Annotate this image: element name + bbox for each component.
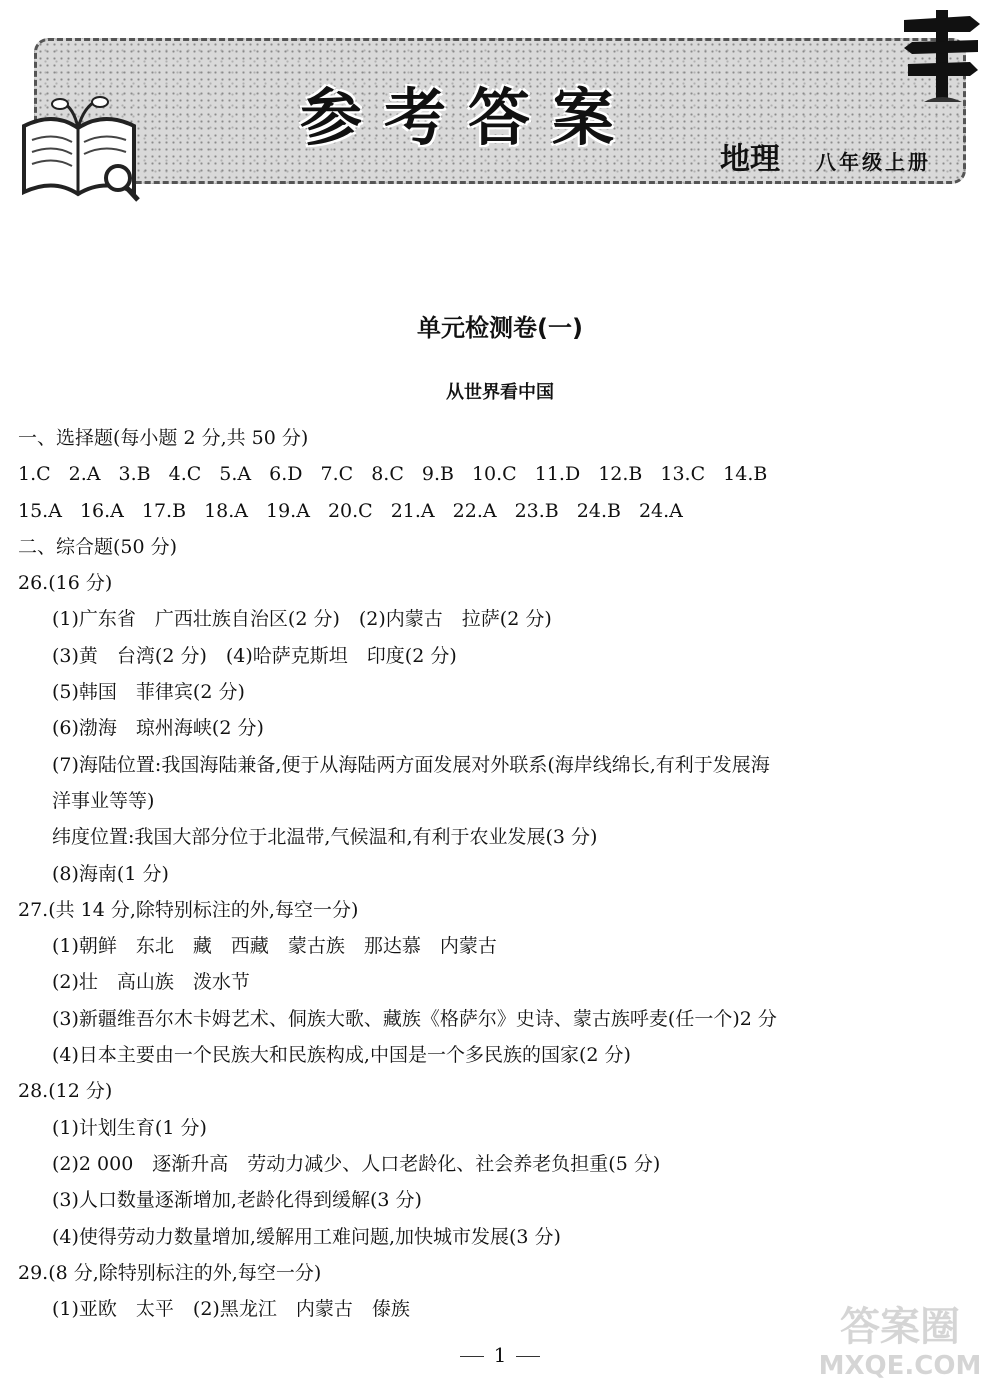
- signpost-icon: [900, 6, 984, 106]
- mc-answers-row-1: [18, 456, 984, 492]
- q26-line: (6)渤海 琼州海峡(2 分): [52, 717, 264, 740]
- q26-heading: 26.(16 分): [18, 572, 113, 595]
- q28-line: (2)2 000 逐渐升高 劳动力减少、人口老龄化、社会养老负担重(5 分): [52, 1152, 661, 1175]
- mc-answer: 17.B: [141, 499, 187, 522]
- mc-answer: 20.C: [327, 499, 373, 522]
- mc-answer: 22.A: [452, 499, 497, 522]
- mc-answer: 12.B: [598, 463, 643, 486]
- mc-answer: 9.B: [421, 463, 454, 486]
- page-number-value: 1: [493, 1343, 507, 1367]
- mc-answer: 3.B: [118, 463, 151, 486]
- watermark-logo: [810, 1292, 990, 1382]
- mc-answer: 24.A: [638, 499, 683, 522]
- mc-answer: 14.B: [723, 463, 768, 486]
- q27-heading: 27.(共 14 分,除特别标注的外,每空一分): [18, 898, 359, 921]
- mc-answer: 24.B: [576, 499, 621, 522]
- page-title: 参考答案: [300, 81, 637, 154]
- q29-line: (1)亚欧 太平 (2)黑龙江 内蒙古 傣族: [52, 1298, 410, 1321]
- q26-line: (7)海陆位置:我国海陆兼备,便于从海陆两方面发展对外联系(海岸线绵长,有利于发展海: [52, 753, 770, 776]
- watermark-url: MXQE.COM: [818, 1351, 982, 1381]
- q27-line: (2)壮 高山族 泼水节: [52, 971, 250, 994]
- q27-line: (3)新疆维吾尔木卡姆艺术、侗族大歌、藏族《格萨尔》史诗、蒙古族呼麦(任一个)2 分: [52, 1007, 777, 1030]
- q26-line: (8)海南(1 分): [52, 862, 169, 885]
- mc-answer: 19.A: [266, 499, 310, 522]
- q26-line: 洋事业等等): [52, 789, 155, 812]
- q28-heading: 28.(12 分): [18, 1080, 113, 1103]
- mc-answer: 23.B: [514, 499, 559, 522]
- watermark-text: 答案圈: [840, 1304, 960, 1350]
- book-icon: [14, 96, 144, 206]
- mc-answer: 13.C: [660, 463, 706, 486]
- mc-answer: 1.C: [18, 463, 51, 486]
- mc-answer: 5.A: [219, 463, 252, 486]
- q26-line: (1)广东省 广西壮族自治区(2 分) (2)内蒙古 拉萨(2 分): [52, 608, 552, 631]
- mc-answer: 16.A: [79, 499, 124, 522]
- mc-answer: 15.A: [18, 499, 62, 522]
- q27-line: (4)日本主要由一个民族大和民族构成,中国是一个多民族的国家(2 分): [52, 1044, 631, 1067]
- answer-content: [18, 420, 984, 1327]
- q26-line: (3)黄 台湾(2 分) (4)哈萨克斯坦 印度(2 分): [52, 644, 457, 667]
- q26-line: 纬度位置:我国大部分位于北温带,气候温和,有利于农业发展(3 分): [52, 826, 598, 849]
- section-title: 从世界看中国: [446, 382, 554, 403]
- subject-label: 地理: [720, 142, 780, 177]
- q26-line: (5)韩国 菲律宾(2 分): [52, 681, 245, 704]
- q28-line: (3)人口数量逐渐增加,老龄化得到缓解(3 分): [52, 1189, 422, 1212]
- unit-title: 单元检测卷(一): [417, 314, 583, 342]
- q28-line: (1)计划生育(1 分): [52, 1116, 207, 1139]
- page-dash-left: [460, 1356, 484, 1357]
- mc-answer: 11.D: [534, 463, 581, 486]
- page-dash-right: [516, 1356, 540, 1357]
- q29-heading: 29.(8 分,除特别标注的外,每空一分): [18, 1261, 322, 1284]
- mc-answer: 6.D: [269, 463, 303, 486]
- mc-answer: 21.A: [390, 499, 435, 522]
- q27-line: (1)朝鲜 东北 藏 西藏 蒙古族 那达慕 内蒙古: [52, 935, 497, 958]
- q28-line: (4)使得劳动力数量增加,缓解用工难问题,加快城市发展(3 分): [52, 1225, 561, 1248]
- mc-answer: 8.C: [371, 463, 404, 486]
- mc-answer: 4.C: [168, 463, 202, 486]
- mc-answer: 7.C: [320, 463, 354, 486]
- part2-heading: 二、综合题(50 分): [18, 535, 178, 558]
- grade-label: 八年级上册: [816, 150, 931, 174]
- mc-answer: 2.A: [68, 463, 101, 486]
- mc-answer: 10.C: [471, 463, 517, 486]
- mc-answers-row-2: [18, 493, 984, 529]
- mc-answer: 18.A: [204, 499, 248, 522]
- part1-heading: 一、选择题(每小题 2 分,共 50 分): [18, 427, 309, 449]
